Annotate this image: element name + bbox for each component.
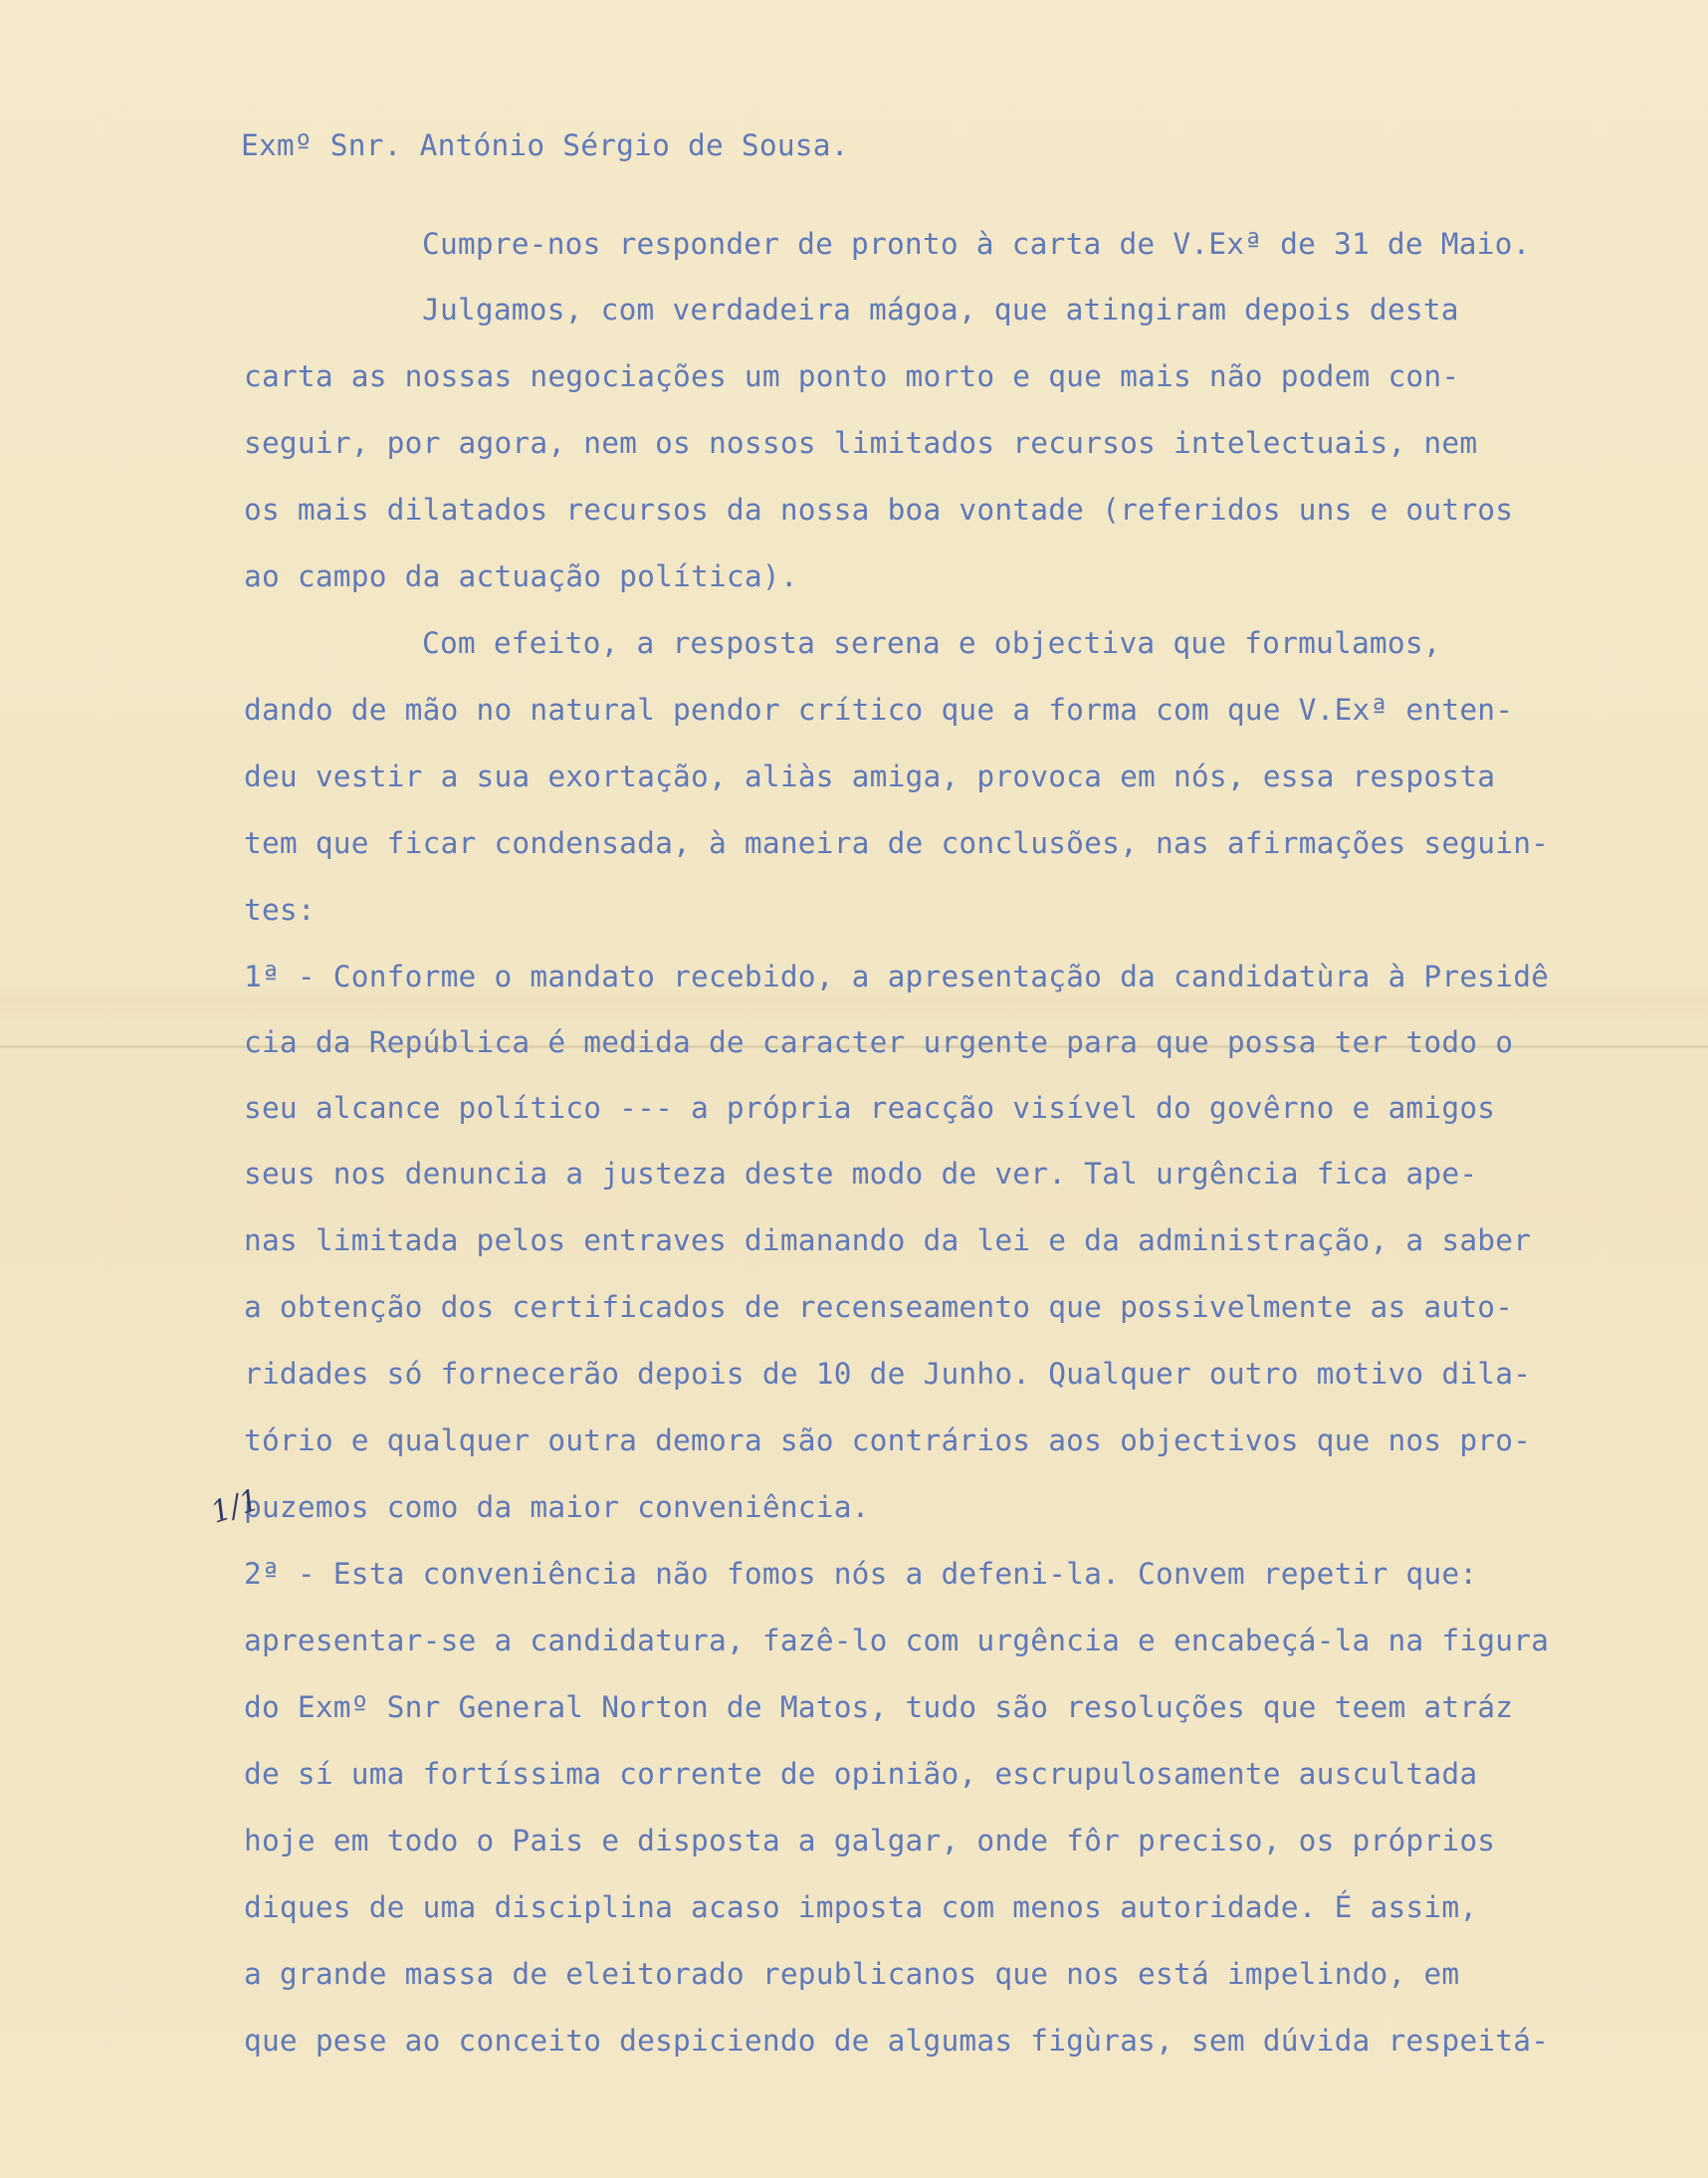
letter-line: puzemos como da maior conveniência. (244, 1490, 870, 1524)
letter-line: ao campo da actuação política). (244, 559, 798, 593)
letter-line: Com efeito, a resposta serena e objectiva que formulamos, (422, 626, 1441, 660)
letter-line: seu alcance político --- a própria reacção visível do govêrno e amigos (244, 1091, 1496, 1125)
letter-line: do Exmº Snr General Norton de Matos, tudo são resoluções que teem atráz (244, 1690, 1514, 1724)
letter-line: os mais dilatados recursos da nossa boa vontade (referidos uns e outros (244, 493, 1514, 527)
letter-line: 1ª - Conforme o mandato recebido, a apresentação da candidatùra à Presidê (244, 960, 1550, 993)
letter-line: 2ª - Esta conveniência não fomos nós a defeni-la. Convem repetir que: (244, 1557, 1478, 1591)
letter-line: que pese ao conceito despiciendo de algumas figùras, sem dúvida respeitá- (244, 2024, 1550, 2058)
letter-line: tem que ficar condensada, à maneira de conclusões, nas afirmações seguin- (244, 826, 1550, 860)
letter-line: Julgamos, com verdadeira mágoa, que atingiram depois desta (422, 293, 1459, 327)
letter-line: Cumpre-nos responder de pronto à carta de V.Exª de 31 de Maio. (422, 227, 1531, 261)
letter-line: tório e qualquer outra demora são contrários aos objectivos que nos pro- (244, 1423, 1532, 1457)
letter-line: nas limitada pelos entraves dimanando da lei e da administração, a saber (244, 1223, 1532, 1257)
letter-line: cia da República é medida de caracter urgente para que possa ter todo o (244, 1025, 1514, 1059)
letter-line: diques de uma disciplina acaso imposta com menos autoridade. É assim, (244, 1890, 1478, 1924)
letter-line: a obtenção dos certificados de recenseamento que possivelmente as auto- (244, 1290, 1514, 1324)
letter-line: apresentar-se a candidatura, fazê-lo com urgência e encabeçá-la na figura (244, 1624, 1550, 1657)
handwritten-margin-mark: 1/1 (206, 1482, 265, 1531)
salutation: Exmº Snr. António Sérgio de Sousa. (241, 128, 849, 162)
letter-line: seguir, por agora, nem os nossos limitados recursos intelectuais, nem (244, 426, 1478, 460)
letter-line: dando de mão no natural pendor crítico que a forma com que V.Exª enten- (244, 693, 1514, 727)
letter-line: tes: (244, 893, 316, 927)
letter-line: seus nos denuncia a justeza deste modo de ver. Tal urgência fica ape- (244, 1157, 1478, 1191)
letter-line: de sí uma fortíssima corrente de opinião, escrupulosamente auscultada (244, 1757, 1478, 1791)
letter-line: ridades só fornecerão depois de 10 de Junho. Qualquer outro motivo dila- (244, 1357, 1532, 1391)
letter-line: hoje em todo o Pais e disposta a galgar, onde fôr preciso, os próprios (244, 1824, 1496, 1857)
letter-line: deu vestir a sua exortação, aliàs amiga, provoca em nós, essa resposta (244, 760, 1496, 793)
letter-line: a grande massa de eleitorado republicanos que nos está impelindo, em (244, 1957, 1460, 1991)
letter-line: carta as nossas negociações um ponto morto e que mais não podem con- (244, 359, 1460, 393)
